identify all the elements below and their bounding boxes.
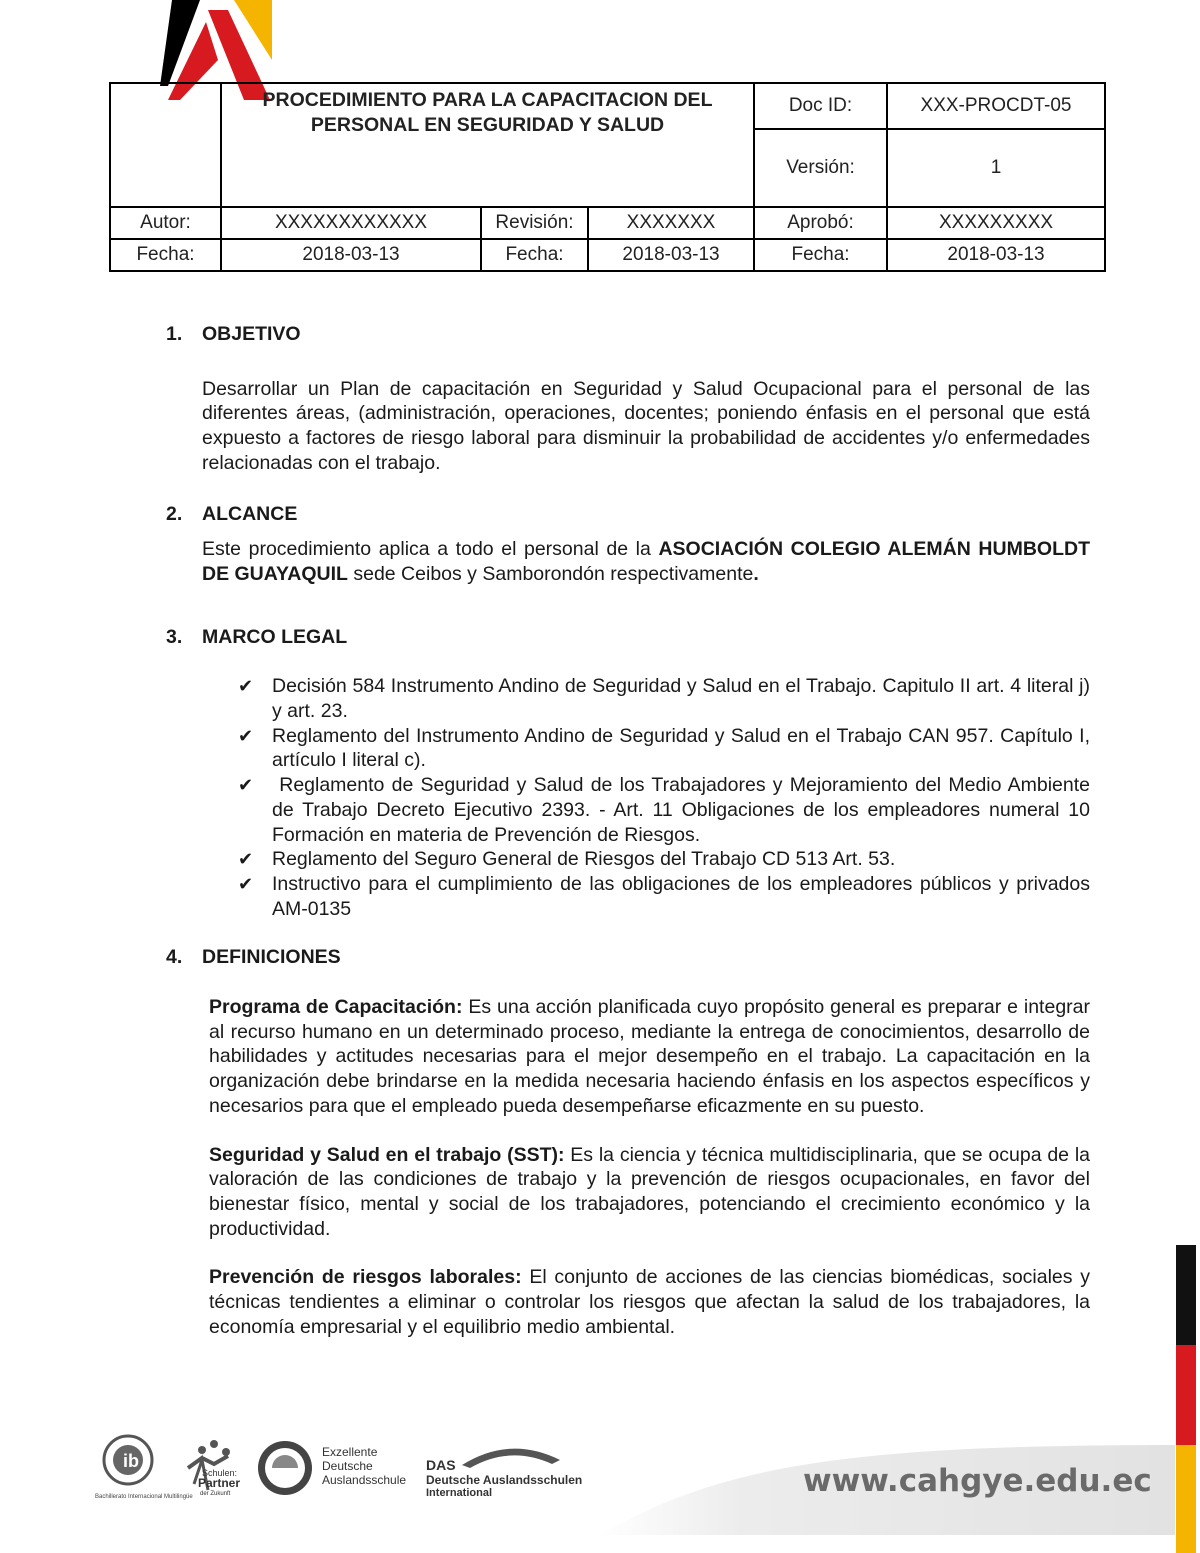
fecha-label: Fecha: [481,239,588,271]
svg-text:Schulen:: Schulen: [202,1468,238,1478]
svg-text:der Zukunft: der Zukunft [200,1491,231,1497]
document-title: PROCEDIMIENTO PARA LA CAPACITACION DEL PERSONAL EN SEGURIDAD Y SALUD [221,83,754,207]
flag-stripe-gold [1176,1445,1196,1553]
fecha-label: Fecha: [110,239,221,271]
aprobo-value: XXXXXXXXX [887,207,1105,239]
doc-id-value: XXX-PROCDT-05 [887,83,1105,129]
doc-id-label: Doc ID: [754,83,887,129]
alcance-text: Este procedimiento aplica a todo el personal de la ASOCIACIÓN COLEGIO ALEMÁN HUMBOLDT DE GUAYAQUIL sede Ceibos y Samborondón respectivamente. [202,538,1090,585]
definitions [209,995,1090,1339]
header-logo-cell [110,83,221,207]
section-heading-definiciones: 4. DEFINICIONES [166,946,341,969]
section-heading-objetivo: 1. OBJETIVO [166,323,301,345]
autor-value: XXXXXXXXXXXX [221,207,481,239]
eda-logo-icon [258,1441,406,1495]
svg-text:Auslandsschule: Auslandsschule [322,1473,407,1487]
website-url: www.cahgye.edu.ec [803,1463,1152,1499]
fecha-revision-value: 2018-03-13 [588,239,754,271]
ib-logo-icon [95,1436,193,1500]
svg-text:Exzellente: Exzellente [322,1445,378,1459]
list-item: ✔ Reglamento del Instrumento Andino de Seguridad y Salud en el Trabajo CAN 957. Capítulo I, artículo I literal c). [238,724,1090,772]
version-label: Versión: [754,129,887,207]
svg-text:Deutsche Auslandsschulen: Deutsche Auslandsschulen [426,1473,583,1487]
revision-value: XXXXXXX [588,207,754,239]
list-item: ✔ Reglamento de Seguridad y Salud de los Trabajadores y Mejoramiento del Medio Ambiente de Trabajo Decreto Ejecutivo 2393. - Art. 11 Obligaciones de los empleadores numeral 10 Formación en materia de Prevención de Riesgos. [238,774,1096,846]
svg-text:ib: ib [123,1451,139,1471]
schulen-partner-logo-icon [188,1440,240,1497]
definition-item: Seguridad y Salud en el trabajo (SST): Es la ciencia y técnica multidisciplinaria, que se ocupa de la valoración de las condiciones de trabajo y la prevención de riesgos ocupacionales, en favor del bienestar físico, mental y social de los trabajadores, potenciando el crecimiento económico y la productividad. [209,1143,1091,1240]
fecha-autor-value: 2018-03-13 [221,239,481,271]
document-body [166,322,1096,1340]
checkmark-icon: ✔ [238,873,254,894]
fecha-label: Fecha: [754,239,887,271]
flag-stripe-red [1176,1345,1196,1445]
list-item: ✔ Reglamento del Seguro General de Riesgos del Trabajo CD 513 Art. 53. [238,848,896,871]
checkmark-icon: ✔ [238,725,254,746]
partner-logos [90,1430,590,1540]
objetivo-text: Desarrollar un Plan de capacitación en Seguridad y Salud Ocupacional para el personal de las diferentes áreas, (administración, operaciones, docentes; poniendo énfasis en el personal que está expuesto a factores de riesgo laboral para disminuir la probabilidad de accidentes y/o enfermedades relacionadas con el trabajo. [202,377,1090,474]
version-value: 1 [887,129,1105,207]
institution-name: ASOCIACIÓN COLEGIO ALEMÁN HUMBOLDT DE GUAYAQUIL [202,538,1090,585]
definition-item: Prevención de riesgos laborales: El conjunto de acciones de las ciencias biomédicas, sociales y técnicas tendientes a eliminar o controlar los riesgos que afectan la salud de los trabajadores, la economía empresarial y el equilibrio medio ambiental. [209,1266,1091,1338]
checkmark-icon: ✔ [238,849,254,870]
svg-text:DAS: DAS [426,1457,456,1473]
das-logo-icon [426,1449,582,1499]
list-item: ✔ Instructivo para el cumplimiento de las obligaciones de los empleadores públicos y privados AM-0135 [238,872,1090,920]
document-header-table [109,82,1106,272]
section-heading-marco-legal: 3. MARCO LEGAL [166,625,348,648]
autor-label: Autor: [110,207,221,239]
revision-label: Revisión: [481,207,588,239]
aprobo-label: Aprobó: [754,207,887,239]
ib-logo-caption: Bachillerato Internacional Multilingüe [95,1494,193,1500]
checkmark-icon: ✔ [238,676,254,697]
svg-text:Deutsche: Deutsche [322,1459,373,1473]
definition-item: Programa de Capacitación: Es una acción planificada cuyo propósito general es preparar e integrar al recurso humano en un determinado proceso, mediante la entrega de conocimientos, desarrollo de habilidades y actitudes necesarias para el mejor desempeño en el trabajo. La capacitación en la organización debe brindarse en la medida necesaria haciendo énfasis en los aspectos específicos y necesarios para que el empleado pueda desempeñarse eficazmente en su puesto. [209,996,1090,1117]
fecha-aprobo-value: 2018-03-13 [887,239,1105,271]
section-heading-alcance: 2. ALCANCE [166,502,298,525]
marco-legal-list [166,674,1096,921]
list-item: ✔ Decisión 584 Instrumento Andino de Seguridad y Salud en el Trabajo. Capitulo II art. 4 literal j) y art. 23. [238,675,1090,723]
flag-stripe-black [1176,1245,1196,1345]
svg-text:Partner: Partner [198,1476,241,1490]
checkmark-icon: ✔ [238,775,254,796]
svg-text:International: International [426,1487,493,1499]
